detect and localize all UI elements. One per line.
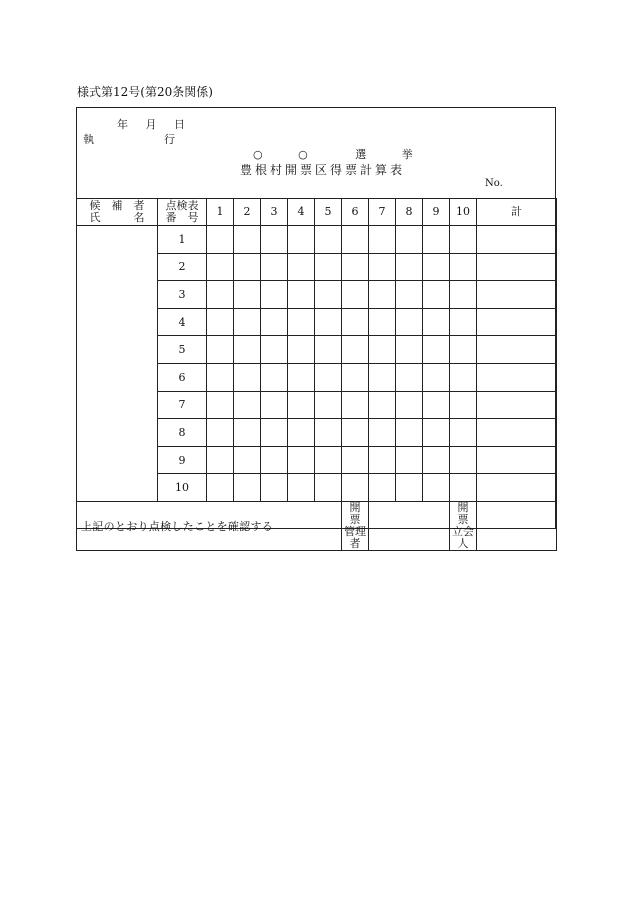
witness-label-line1: 開 票: [457, 500, 480, 526]
election-line: [253, 146, 413, 162]
tally-cell[interactable]: [450, 336, 477, 364]
tally-cell[interactable]: [234, 391, 261, 419]
exec-label-2: 行: [164, 133, 175, 146]
tally-cell[interactable]: [369, 336, 396, 364]
exec-line: [83, 131, 175, 147]
tally-cell[interactable]: [261, 446, 288, 474]
tally-cell[interactable]: [396, 363, 423, 391]
tally-cell[interactable]: [450, 253, 477, 281]
tally-cell[interactable]: [369, 419, 396, 447]
tally-cell[interactable]: [342, 281, 369, 309]
count-manager-signature[interactable]: [369, 501, 450, 550]
tally-cell[interactable]: [207, 363, 234, 391]
row-number: 5: [158, 336, 207, 364]
sheet-title: 豊根村開票区得票計算表: [240, 163, 406, 177]
tally-cell[interactable]: [288, 281, 315, 309]
tally-cell[interactable]: [261, 363, 288, 391]
total-cell[interactable]: [477, 336, 557, 364]
count-table: [76, 198, 557, 551]
column-header: 3: [261, 199, 288, 226]
column-header: 8: [396, 199, 423, 226]
check-number-header: [158, 199, 207, 226]
table-row: [77, 226, 557, 254]
tally-cell[interactable]: [450, 419, 477, 447]
tally-cell[interactable]: [207, 226, 234, 254]
tally-cell[interactable]: [396, 474, 423, 502]
manager-label-line2: 管理者: [344, 524, 366, 550]
confirmation-row: [77, 501, 557, 550]
tally-cell[interactable]: [396, 446, 423, 474]
tally-cell[interactable]: [234, 308, 261, 336]
tally-cell[interactable]: [288, 336, 315, 364]
tally-cell[interactable]: [423, 226, 450, 254]
tally-cell[interactable]: [423, 281, 450, 309]
tally-cell[interactable]: [450, 226, 477, 254]
date-year-label: 年: [117, 118, 128, 131]
witness-label-line2: 立会人: [452, 524, 474, 550]
table-header-row: [77, 199, 557, 226]
tally-cell[interactable]: [261, 391, 288, 419]
tally-cell[interactable]: [288, 253, 315, 281]
tally-cell[interactable]: [207, 446, 234, 474]
tally-cell[interactable]: [423, 474, 450, 502]
tally-cell[interactable]: [423, 446, 450, 474]
tally-cell[interactable]: [207, 474, 234, 502]
column-header: 4: [288, 199, 315, 226]
tally-cell[interactable]: [450, 474, 477, 502]
tally-cell[interactable]: [288, 446, 315, 474]
sheet-header: [77, 108, 555, 198]
column-header: 10: [450, 199, 477, 226]
date-month-label: 月: [145, 118, 157, 131]
vote-count-sheet: [76, 107, 556, 550]
tally-cell[interactable]: [261, 308, 288, 336]
tally-cell[interactable]: [423, 391, 450, 419]
tally-cell[interactable]: [342, 419, 369, 447]
tally-cell[interactable]: [396, 253, 423, 281]
tally-cell[interactable]: [315, 226, 342, 254]
tally-cell[interactable]: [288, 419, 315, 447]
row-number: 3: [158, 281, 207, 309]
tally-cell[interactable]: [207, 281, 234, 309]
tally-cell[interactable]: [207, 336, 234, 364]
tally-cell[interactable]: [234, 446, 261, 474]
tally-cell[interactable]: [396, 226, 423, 254]
tally-cell[interactable]: [342, 446, 369, 474]
total-cell[interactable]: [477, 363, 557, 391]
tally-cell[interactable]: [423, 253, 450, 281]
tally-cell[interactable]: [315, 391, 342, 419]
count-manager-label: [342, 500, 372, 550]
count-witness-label: [450, 500, 480, 550]
tally-cell[interactable]: [369, 474, 396, 502]
form-number: 様式第12号(第20条関係): [77, 85, 213, 99]
tally-cell[interactable]: [369, 226, 396, 254]
row-number: 6: [158, 363, 207, 391]
tally-cell[interactable]: [369, 308, 396, 336]
total-cell[interactable]: [477, 253, 557, 281]
candidate-name-cell[interactable]: [77, 226, 158, 502]
row-number: 2: [158, 253, 207, 281]
date-line: [117, 116, 185, 132]
check-header-line1: 点検表: [165, 199, 199, 212]
total-cell[interactable]: [477, 419, 557, 447]
tally-cell[interactable]: [315, 308, 342, 336]
row-number: 9: [158, 446, 207, 474]
date-day-label: 日: [174, 118, 185, 131]
column-header: 6: [342, 199, 369, 226]
tally-cell[interactable]: [396, 281, 423, 309]
row-number: 4: [158, 308, 207, 336]
tally-cell[interactable]: [450, 308, 477, 336]
column-header: 5: [315, 199, 342, 226]
exec-label-1: 執: [83, 133, 94, 146]
election-circle-2: ○: [298, 148, 308, 161]
tally-cell[interactable]: [234, 336, 261, 364]
tally-cell[interactable]: [342, 226, 369, 254]
tally-cell[interactable]: [261, 253, 288, 281]
tally-cell[interactable]: [423, 308, 450, 336]
election-label-1: 選: [355, 148, 367, 161]
tally-cell[interactable]: [234, 474, 261, 502]
tally-cell[interactable]: [342, 391, 369, 419]
election-label-2: 挙: [401, 148, 413, 161]
tally-cell[interactable]: [342, 253, 369, 281]
count-witness-signature[interactable]: [477, 501, 557, 550]
tally-cell[interactable]: [234, 281, 261, 309]
tally-cell[interactable]: [288, 474, 315, 502]
tally-cell[interactable]: [315, 446, 342, 474]
tally-cell[interactable]: [261, 281, 288, 309]
total-cell[interactable]: [477, 474, 557, 502]
tally-cell[interactable]: [423, 336, 450, 364]
manager-label-line1: 開 票: [349, 500, 372, 526]
tally-cell[interactable]: [288, 363, 315, 391]
tally-cell[interactable]: [396, 308, 423, 336]
tally-cell[interactable]: [315, 474, 342, 502]
column-header: 2: [234, 199, 261, 226]
total-cell[interactable]: [477, 446, 557, 474]
column-header: 1: [207, 199, 234, 226]
row-number: 8: [158, 419, 207, 447]
tally-cell[interactable]: [342, 363, 369, 391]
tally-cell[interactable]: [207, 253, 234, 281]
tally-cell[interactable]: [261, 336, 288, 364]
row-number: 1: [158, 226, 207, 254]
tally-cell[interactable]: [423, 419, 450, 447]
tally-cell[interactable]: [288, 308, 315, 336]
tally-cell[interactable]: [423, 363, 450, 391]
total-cell[interactable]: [477, 226, 557, 254]
tally-cell[interactable]: [396, 391, 423, 419]
tally-cell[interactable]: [369, 446, 396, 474]
tally-cell[interactable]: [234, 419, 261, 447]
tally-cell[interactable]: [450, 446, 477, 474]
row-number: 7: [158, 391, 207, 419]
tally-cell[interactable]: [261, 419, 288, 447]
total-cell[interactable]: [477, 281, 557, 309]
check-header-line2: 番 号: [165, 211, 199, 224]
tally-cell[interactable]: [315, 419, 342, 447]
tally-cell[interactable]: [261, 474, 288, 502]
tally-cell[interactable]: [369, 391, 396, 419]
tally-cell[interactable]: [450, 363, 477, 391]
total-header: 計: [477, 199, 557, 226]
tally-cell[interactable]: [234, 363, 261, 391]
number-label: No.: [485, 178, 503, 189]
candidate-header-line1: 候 補 者: [89, 199, 145, 212]
tally-cell[interactable]: [396, 419, 423, 447]
tally-cell[interactable]: [288, 226, 315, 254]
tally-cell[interactable]: [315, 253, 342, 281]
column-header: 9: [423, 199, 450, 226]
tally-cell[interactable]: [369, 363, 396, 391]
tally-cell[interactable]: [369, 253, 396, 281]
tally-cell[interactable]: [450, 281, 477, 309]
tally-cell[interactable]: [207, 391, 234, 419]
tally-cell[interactable]: [207, 419, 234, 447]
column-header: 7: [369, 199, 396, 226]
row-number: 10: [158, 474, 207, 502]
candidate-name-header: [77, 199, 158, 226]
tally-cell[interactable]: [207, 308, 234, 336]
tally-cell[interactable]: [261, 226, 288, 254]
tally-cell[interactable]: [315, 363, 342, 391]
tally-cell[interactable]: [315, 336, 342, 364]
tally-cell[interactable]: [288, 391, 315, 419]
tally-cell[interactable]: [234, 253, 261, 281]
total-cell[interactable]: [477, 308, 557, 336]
tally-cell[interactable]: [396, 336, 423, 364]
tally-cell[interactable]: [342, 336, 369, 364]
tally-cell[interactable]: [315, 281, 342, 309]
tally-cell[interactable]: [342, 308, 369, 336]
tally-cell[interactable]: [342, 474, 369, 502]
tally-cell[interactable]: [234, 226, 261, 254]
confirmation-text: 上記のとおり点検したことを確認する: [77, 501, 342, 550]
tally-cell[interactable]: [450, 391, 477, 419]
election-circle-1: ○: [253, 148, 263, 161]
tally-cell[interactable]: [369, 281, 396, 309]
candidate-header-line2: 氏 名: [89, 211, 145, 224]
total-cell[interactable]: [477, 391, 557, 419]
